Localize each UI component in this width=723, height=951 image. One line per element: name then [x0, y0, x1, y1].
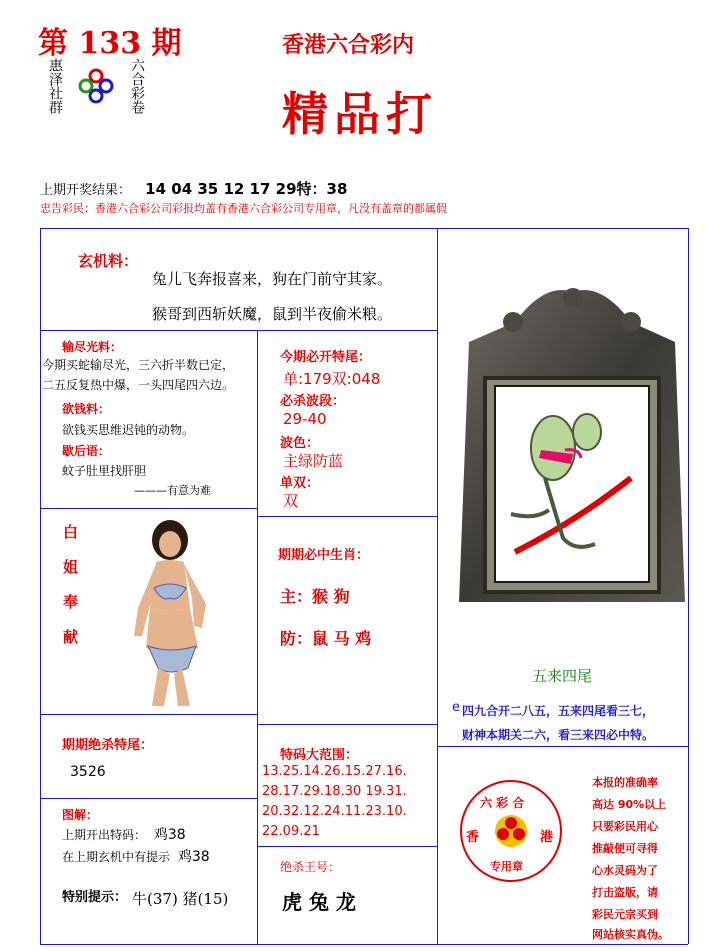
danshuang-label: 单双：: [280, 476, 320, 491]
notice-text: 忠告彩民：香港六合彩公司彩报均盖有香港六合彩公司专用章，凡没有盖章的都属假: [40, 202, 447, 215]
side-note-line-1: 本报的准确率: [592, 776, 658, 789]
xiehouyu-answer: ———有意为难: [134, 484, 211, 497]
xuanji-label: 玄机料：: [78, 252, 139, 270]
shujin-line-1: 今期买蛇输尽光，三六折半数已定，: [42, 358, 235, 372]
header-left-vertical: 惠泽社群: [47, 58, 63, 114]
row-line-7: [437, 746, 688, 747]
side-note-line-6: 打击盗版，请: [592, 886, 658, 899]
juesha-value: 3526: [70, 764, 106, 780]
side-note-line-4: 推敲便可寻得: [592, 842, 658, 855]
row-line-2: [40, 508, 257, 509]
top-title: 香港六合彩内: [282, 33, 415, 58]
bisha-label: 必杀波段：: [280, 394, 346, 409]
shujin-line-2: 二五反复热中爆，一头四尾四六边。: [42, 378, 235, 392]
xuanji-line-1: 兔儿飞奔报喜来，狗在门前守其家。: [152, 270, 393, 288]
yuqian-text: 欲钱买思维迟钝的动物。: [62, 423, 195, 437]
seal-left: 香: [466, 830, 480, 845]
xuanji-line-2: 猴哥到西斩妖魔，鼠到半夜偷米粮。: [152, 305, 393, 323]
jueshawang-value: 虎 兔 龙: [282, 890, 356, 914]
tujie-line-2-value: 鸡38: [177, 849, 210, 865]
grid-col2-line: [437, 228, 438, 944]
row-line-6: [40, 798, 257, 799]
side-note-line-5: 心水灵码为了: [592, 864, 658, 877]
last-result-numbers: 14 04 35 12 17 29特：38: [145, 180, 348, 198]
tujie-line-1-label: 上期开出特码：: [62, 828, 147, 842]
xiehouyu-text: 蚊子肚里找肝胆: [62, 464, 147, 478]
juesha-label: 期期绝杀特尾：: [62, 738, 154, 753]
grid-top-line: [40, 228, 688, 229]
side-note-line-2: 高达 90%以上: [592, 798, 667, 811]
last-result-row: [40, 178, 347, 199]
color-value: 主绿防蓝: [283, 452, 344, 470]
last-result-label: 上期开奖结果：: [40, 183, 132, 198]
tujie-line-1-value: 鸡38: [153, 827, 186, 843]
issue-number: 第 133 期: [38, 26, 182, 61]
picture-caption: 五来四尾: [532, 667, 593, 685]
shujin-label: 输尽光料：: [62, 340, 123, 354]
tuma-label: 特码大范围：: [280, 748, 359, 763]
header-right-vertical: 六合彩卷: [129, 58, 145, 114]
side-note-line-7: 彩民元宗买到: [592, 908, 658, 921]
verse-prefix: e: [452, 700, 460, 715]
tujie-line-2: [62, 846, 210, 866]
yuqian-label: 欲钱料：: [62, 402, 111, 416]
ornate-frame-picture: [455, 282, 690, 618]
shengxiao-label: 期期必中生肖：: [278, 548, 370, 563]
tuma-line-4: 22.09.21: [262, 824, 320, 839]
jinqi-label: 今期必开特尾：: [280, 350, 372, 365]
verse-line-1: 四九合开二八五，五来四尾看三七，: [462, 704, 655, 718]
danshuang-value: 双: [283, 492, 299, 510]
row-line-8: [257, 846, 437, 847]
tujie-line-2-label: 在上期玄机中有提示: [62, 850, 171, 864]
color-label: 波色：: [280, 436, 320, 451]
seal-bottom: 专用章: [490, 860, 523, 873]
row-line-5: [257, 724, 437, 725]
row-line-4: [40, 714, 257, 715]
tuma-line-3: 20.32.12.24.11.23.10.: [262, 804, 407, 819]
jinqi-dan-shuang: 单:179双:048: [283, 370, 381, 388]
tuma-line-1: 13.25.14.26.15.27.16.: [262, 764, 407, 779]
grid-col1-line: [257, 330, 258, 944]
bijie-vertical: 白姐奉献: [61, 524, 79, 664]
bisha-value: 29-40: [283, 410, 327, 428]
tebie-label: 特别提示：: [62, 890, 128, 905]
row-line-3: [257, 516, 437, 517]
tujie-line-1: [62, 824, 186, 844]
shengxiao-fang: 防：鼠 马 鸡: [280, 629, 372, 648]
model-photo: [118, 518, 218, 706]
jueshawang-label: 绝杀王号：: [280, 860, 341, 874]
side-note-line-3: 只要彩民用心: [592, 820, 658, 833]
row-line-1: [40, 330, 437, 331]
grid-bottom-line: [40, 944, 688, 945]
tujie-label: 图解：: [62, 808, 99, 822]
verse-line-2: 财神本期关二六，看三来四必中特。: [462, 728, 655, 742]
shengxiao-main: 主：猴 狗: [280, 587, 350, 606]
seal-right: 港: [540, 830, 554, 845]
big-title: 精品打: [282, 87, 438, 141]
tuma-line-2: 28.17.29.18.30 19.31.: [262, 784, 407, 799]
grid-left-line: [40, 228, 41, 944]
xiehouyu-label: 歇后语：: [62, 444, 111, 458]
logo-rings-icon: [78, 68, 114, 104]
side-note-line-8: 网站核实真伪。: [592, 928, 669, 941]
seal-top: 六 彩 合: [480, 796, 525, 810]
tebie-value: 牛(37) 猪(15): [132, 890, 229, 908]
